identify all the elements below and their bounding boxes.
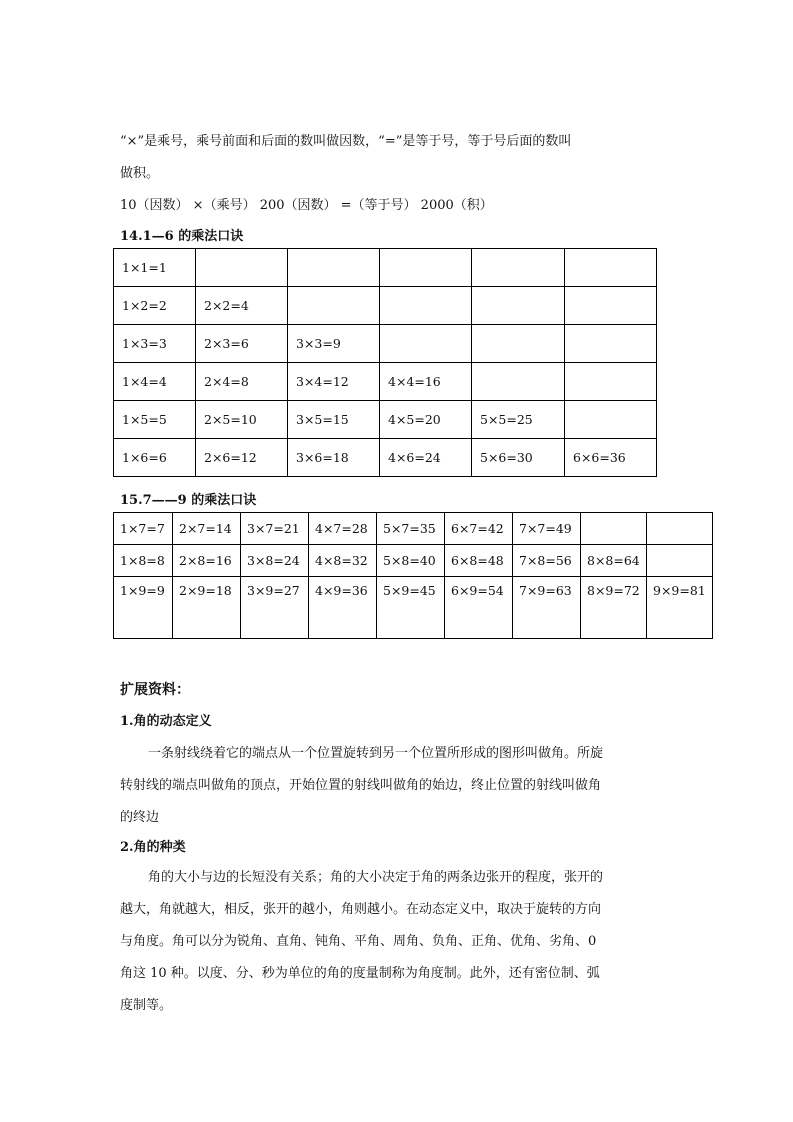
table-cell [472, 249, 565, 287]
table-cell: 6×9=54 [445, 577, 513, 639]
table-cell: 5×8=40 [377, 545, 445, 577]
table-cell [472, 287, 565, 325]
table-cell: 8×8=64 [581, 545, 647, 577]
extension-heading: 扩展资料： [120, 682, 190, 698]
section-15-title: 15.7——9 的乘法口诀 [120, 493, 257, 508]
table-cell [581, 513, 647, 545]
table-cell: 6×8=48 [445, 545, 513, 577]
paragraph-line: 转射线的端点叫做角的顶点，开始位置的射线叫做角的始边，终止位置的射线叫做角 [120, 778, 602, 793]
table-cell: 1×8=8 [114, 545, 173, 577]
table-7-9-multiplication [113, 512, 713, 639]
table-row [114, 249, 657, 287]
table-cell: 4×4=16 [380, 363, 472, 401]
table-cell [565, 401, 657, 439]
table-cell: 4×6=24 [380, 439, 472, 477]
table-cell: 1×7=7 [114, 513, 173, 545]
table-cell [565, 363, 657, 401]
table-cell: 1×5=5 [114, 401, 196, 439]
table-cell [472, 363, 565, 401]
paragraph-line: 越大，角就越大，相反，张开的越小，角则越小。在动态定义中，取决于旋转的方向 [120, 902, 602, 917]
table-cell: 1×9=9 [114, 577, 173, 639]
intro-line-2: 做积。 [120, 166, 160, 181]
table-cell [288, 287, 380, 325]
paragraph-line: 的终边 [120, 810, 160, 825]
table-cell: 3×6=18 [288, 439, 380, 477]
table-cell: 4×8=32 [309, 545, 377, 577]
paragraph-line: 度制等。 [120, 998, 173, 1013]
paragraph-line: 与角度。角可以分为锐角、直角、钝角、平角、周角、负角、正角、优角、劣角、0 [120, 934, 597, 949]
table-cell: 8×9=72 [581, 577, 647, 639]
table-cell: 1×6=6 [114, 439, 196, 477]
table-cell: 2×4=8 [196, 363, 288, 401]
extension-sub-2: 2.角的种类 [120, 840, 186, 855]
table-cell: 5×5=25 [472, 401, 565, 439]
table-cell [472, 325, 565, 363]
table-row [114, 439, 657, 477]
table-cell: 2×2=4 [196, 287, 288, 325]
paragraph-line: 角这 10 种。以度、分、秒为单位的角的度量制称为角度制。此外，还有密位制、弧 [120, 966, 600, 981]
table-row [114, 545, 713, 577]
table-cell: 2×7=14 [173, 513, 241, 545]
table-cell: 2×9=18 [173, 577, 241, 639]
table-cell: 3×9=27 [241, 577, 309, 639]
table-cell: 1×1=1 [114, 249, 196, 287]
section-14-title: 14.1—6 的乘法口诀 [120, 229, 244, 244]
table-cell [647, 513, 713, 545]
table-cell: 1×2=2 [114, 287, 196, 325]
paragraph-line: 一条射线绕着它的端点从一个位置旋转到另一个位置所形成的图形叫做角。所旋 [148, 746, 604, 761]
table-row [114, 401, 657, 439]
table-cell: 2×3=6 [196, 325, 288, 363]
table-cell [288, 249, 380, 287]
table-cell: 1×3=3 [114, 325, 196, 363]
table-cell [647, 545, 713, 577]
table-cell: 5×6=30 [472, 439, 565, 477]
table-cell: 3×3=9 [288, 325, 380, 363]
table-cell: 5×9=45 [377, 577, 445, 639]
intro-line-3: 10（因数） ×（乘号） 200（因数） =（等于号） 2000（积） [120, 198, 493, 213]
table-row [114, 513, 713, 545]
table-cell [565, 325, 657, 363]
table-cell: 2×5=10 [196, 401, 288, 439]
table-cell: 2×6=12 [196, 439, 288, 477]
table-cell [565, 249, 657, 287]
extension-sub-1: 1.角的动态定义 [120, 714, 212, 729]
table-cell [196, 249, 288, 287]
table-cell: 2×8=16 [173, 545, 241, 577]
table-cell: 1×4=4 [114, 363, 196, 401]
table-row [114, 287, 657, 325]
table-cell [380, 287, 472, 325]
table-cell: 4×7=28 [309, 513, 377, 545]
table-cell: 3×8=24 [241, 545, 309, 577]
table-row [114, 577, 713, 639]
table-cell [380, 249, 472, 287]
table-cell: 3×5=15 [288, 401, 380, 439]
table-cell: 5×7=35 [377, 513, 445, 545]
paragraph-line: 角的大小与边的长短没有关系；角的大小决定于角的两条边张开的程度，张开的 [148, 870, 604, 885]
table-cell: 9×9=81 [647, 577, 713, 639]
table-row [114, 363, 657, 401]
table-cell: 3×7=21 [241, 513, 309, 545]
intro-line-1: “×”是乘号，乘号前面和后面的数叫做因数，“=”是等于号，等于号后面的数叫 [120, 134, 572, 149]
table-cell [565, 287, 657, 325]
table-cell: 6×7=42 [445, 513, 513, 545]
table-cell: 7×7=49 [513, 513, 581, 545]
table-cell [380, 325, 472, 363]
table-cell: 7×8=56 [513, 545, 581, 577]
table-cell: 7×9=63 [513, 577, 581, 639]
table-1-6-multiplication [113, 248, 657, 477]
table-cell: 6×6=36 [565, 439, 657, 477]
table-cell: 4×5=20 [380, 401, 472, 439]
table-cell: 4×9=36 [309, 577, 377, 639]
table-cell: 3×4=12 [288, 363, 380, 401]
table-row [114, 325, 657, 363]
